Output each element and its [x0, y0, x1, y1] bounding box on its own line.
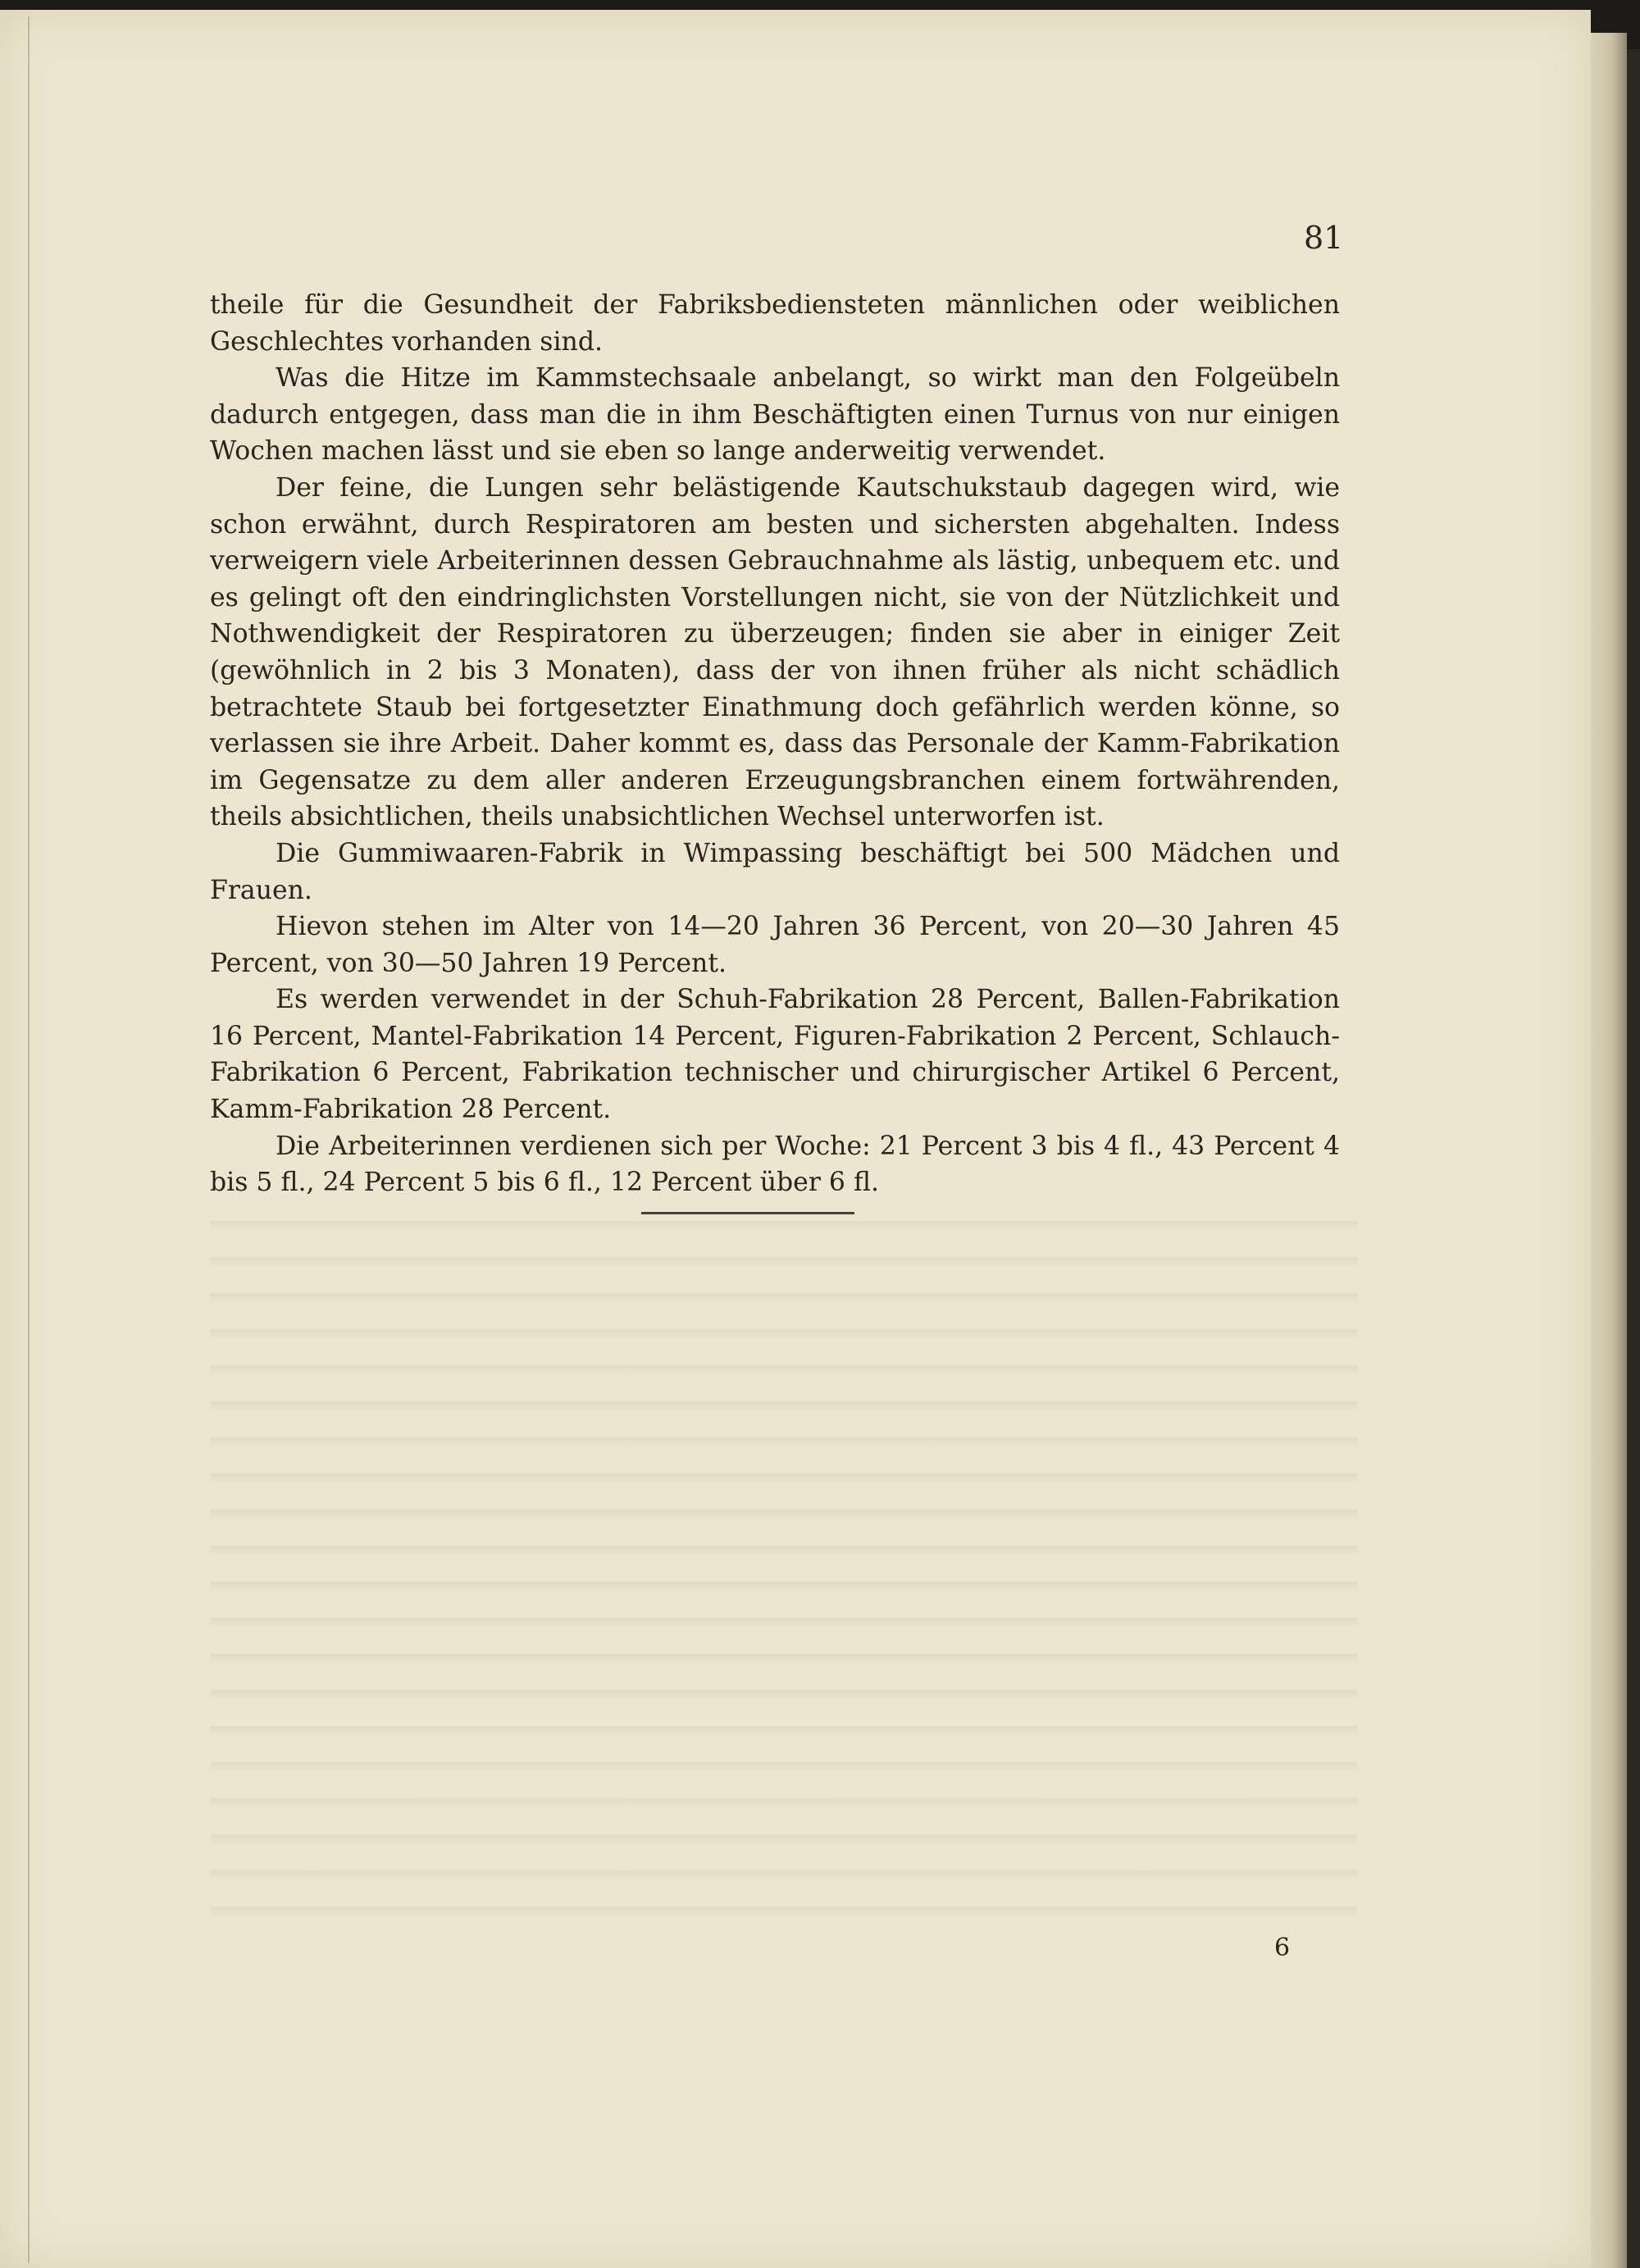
signature-mark: 6 [1274, 1933, 1291, 1962]
paragraph: Es werden verwendet in der Schuh-Fabrikation 28 Percent, Ballen-Fabrikation 16 Percent, Mantel-Fabrikation 14 Percent, Figuren-Fabrikation 2 Percent, Schlauch-Fabrikation 6 Percent, Fabrikation technischer und chirurgischer Artikel 6 Percent, Kamm-Fabrikation 28 Percent. [210, 985, 1340, 1125]
paragraph: Die Gummiwaaren-Fabrik in Wimpassing beschäftigt bei 500 Mädchen und Frauen. [210, 838, 1340, 905]
bleed-through-text [210, 1197, 1358, 1919]
binding-fold [28, 16, 30, 2263]
paragraph: theile für die Gesundheit der Fabriksbediensteten männlichen oder weiblichen Geschlechtes vorhanden sind. [210, 290, 1340, 357]
page-number: 81 [1304, 220, 1344, 256]
page-edge-shadow [1627, 49, 1640, 2268]
body-text [210, 287, 1340, 1201]
paragraph: Die Arbeiterinnen verdienen sich per Woche: 21 Percent 3 bis 4 fl., 43 Percent 4 bis 5 fl., 24 Percent 5 bis 6 fl., 12 Percent über 6 fl. [210, 1131, 1340, 1198]
section-divider [641, 1212, 854, 1214]
paragraph: Was die Hitze im Kammstechsaale anbelangt, so wirkt man den Folgeübeln dadurch entgegen, dass man die in ihm Beschäftigten einen Turnus von nur einigen Wochen machen lässt und sie eben so lange anderweitig verwendet. [210, 363, 1340, 467]
paragraph: Der feine, die Lungen sehr belästigende Kautschukstaub dagegen wird, wie schon erwähnt, durch Respiratoren am besten und sichersten abgehalten. Indess verweigern viele Arbeiterinnen dessen Gebrauchnahme als lästig, unbequem etc. und es gelingt oft den eindringlichsten Vorstellungen nicht, sie von der Nützlichkeit und Nothwendigkeit der Respiratoren zu überzeugen; finden sie aber in einiger Zeit (gewöhnlich in 2 bis 3 Monaten), dass der von ihnen früher als nicht schädlich betrachtete Staub bei fortgesetzter Einathmung doch gefährlich werden könne, so verlassen sie ihre Arbeit. Daher kommt es, dass das Personale der Kamm-Fabrikation im Gegensatze zu dem aller anderen Erzeugungsbranchen einem fortwährenden, theils absichtlichen, theils unabsichtlichen Wechsel unterworfen ist. [210, 472, 1340, 832]
paragraph: Hievon stehen im Alter von 14—20 Jahren 36 Percent, von 20—30 Jahren 45 Percent, von 30—50 Jahren 19 Percent. [210, 912, 1340, 978]
page-edge [1591, 33, 1627, 2268]
